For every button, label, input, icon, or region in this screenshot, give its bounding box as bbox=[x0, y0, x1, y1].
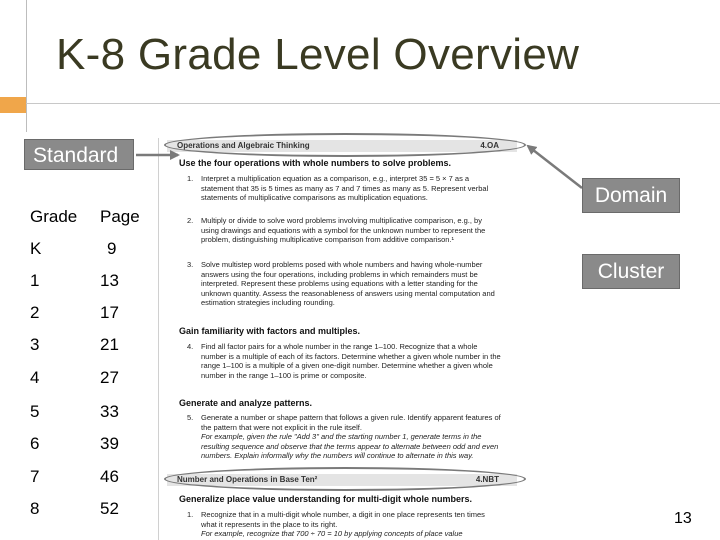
standard-text: Generate a number or shape pattern that follows a given rule. Identify apparent features of the pattern that were not explicit in the rule itself. bbox=[201, 413, 501, 432]
page-cell: 9 bbox=[107, 239, 117, 258]
cluster-heading: Generate and analyze patterns. bbox=[179, 398, 313, 408]
page-cell: 52 bbox=[100, 499, 119, 518]
page-number: 13 bbox=[674, 510, 692, 527]
standard-text: Multiply or divide to solve word problems involving multiplicative comparison, e.g., by using drawings and equations with a symbol for the unknown number to represent the problem, distinguishing multiplicative comparison from additive comparison.¹ bbox=[201, 216, 486, 244]
domain-callout: Domain bbox=[582, 178, 680, 213]
grade-cell: 4 bbox=[30, 368, 40, 387]
domain-header-code: 4.OA bbox=[480, 141, 499, 150]
page-header: Page bbox=[100, 207, 140, 226]
standard-number: 5. bbox=[187, 413, 194, 422]
grade-cell: K bbox=[30, 239, 42, 258]
slide-title: K-8 Grade Level Overview bbox=[56, 30, 580, 79]
standard-text: Solve multistep word problems posed with whole numbers and having whole-number answers using the four operations, including problems in which remainders must be interpreted. Represent these problems using equations with a letter standing for the unknown quantity. Assess the reasonableness of answers using mental computation and estimation strategies including rounding. bbox=[201, 260, 495, 307]
standard-example: For example, given the rule "Add 3" and the starting number 1, generate terms in the resulting sequence and observe that the terms appear to alternate between odd and even numbers. Explain informally why the numbers will continue to alternate in this way. bbox=[201, 432, 499, 460]
domain-arrow bbox=[528, 146, 582, 188]
page-cell: 17 bbox=[100, 303, 119, 322]
grade-header: Grade bbox=[30, 207, 78, 226]
standard-number: 3. bbox=[187, 260, 194, 269]
page-cell: 33 bbox=[100, 402, 119, 421]
standard-text: Find all factor pairs for a whole number in the range 1–100. Recognize that a whole number is a multiple of each of its factors. Determine whether a given whole number in the range 1–100 is a multiple of a given one-digit number. Determine whether a given whole number in the range 1–100 is prime or composite. bbox=[201, 342, 501, 380]
domain-header-name: Number and Operations in Base Ten² bbox=[177, 475, 318, 484]
domain-header-code: 4.NBT bbox=[475, 475, 499, 484]
grade-cell: 3 bbox=[30, 335, 40, 354]
standard-text: Interpret a multiplication equation as a comparison, e.g., interpret 35 = 5 × 7 as a statement that 35 is 5 times as many as 7 and 7 times as many as 5. Represent verbal statements of multiplicative comparisons as multiplication equations. bbox=[201, 174, 489, 202]
standard-text: Recognize that in a multi-digit whole number, a digit in one place represents ten times what it represents in the place to its right. bbox=[201, 510, 485, 529]
standard-number: 1. bbox=[187, 510, 194, 519]
standard-number: 1. bbox=[187, 174, 194, 183]
grade-cell: 6 bbox=[30, 434, 40, 453]
grade-cell: 1 bbox=[30, 271, 40, 290]
grade-cell: 2 bbox=[30, 303, 40, 322]
grade-cell: 8 bbox=[30, 499, 40, 518]
standard-callout: Standard bbox=[24, 139, 134, 170]
standard-number: 4. bbox=[187, 342, 194, 351]
page-cell: 13 bbox=[100, 271, 119, 290]
domain-header-name: Operations and Algebraic Thinking bbox=[177, 141, 310, 150]
cluster-heading: Generalize place value understanding for multi-digit whole numbers. bbox=[179, 494, 473, 504]
page-cell: 46 bbox=[100, 467, 119, 486]
standard-example: For example, recognize that 700 ÷ 70 = 10 by applying concepts of place value bbox=[201, 529, 463, 538]
page-cell: 21 bbox=[100, 335, 119, 354]
grade-cell: 5 bbox=[30, 402, 40, 421]
cluster-heading: Gain familiarity with factors and multiples. bbox=[179, 326, 361, 336]
cluster-callout: Cluster bbox=[582, 254, 680, 289]
page-cell: 39 bbox=[100, 434, 119, 453]
cluster-heading: Use the four operations with whole numbers to solve problems. bbox=[179, 158, 452, 168]
page-cell: 27 bbox=[100, 368, 119, 387]
standard-number: 2. bbox=[187, 216, 194, 225]
grade-cell: 7 bbox=[30, 467, 40, 486]
